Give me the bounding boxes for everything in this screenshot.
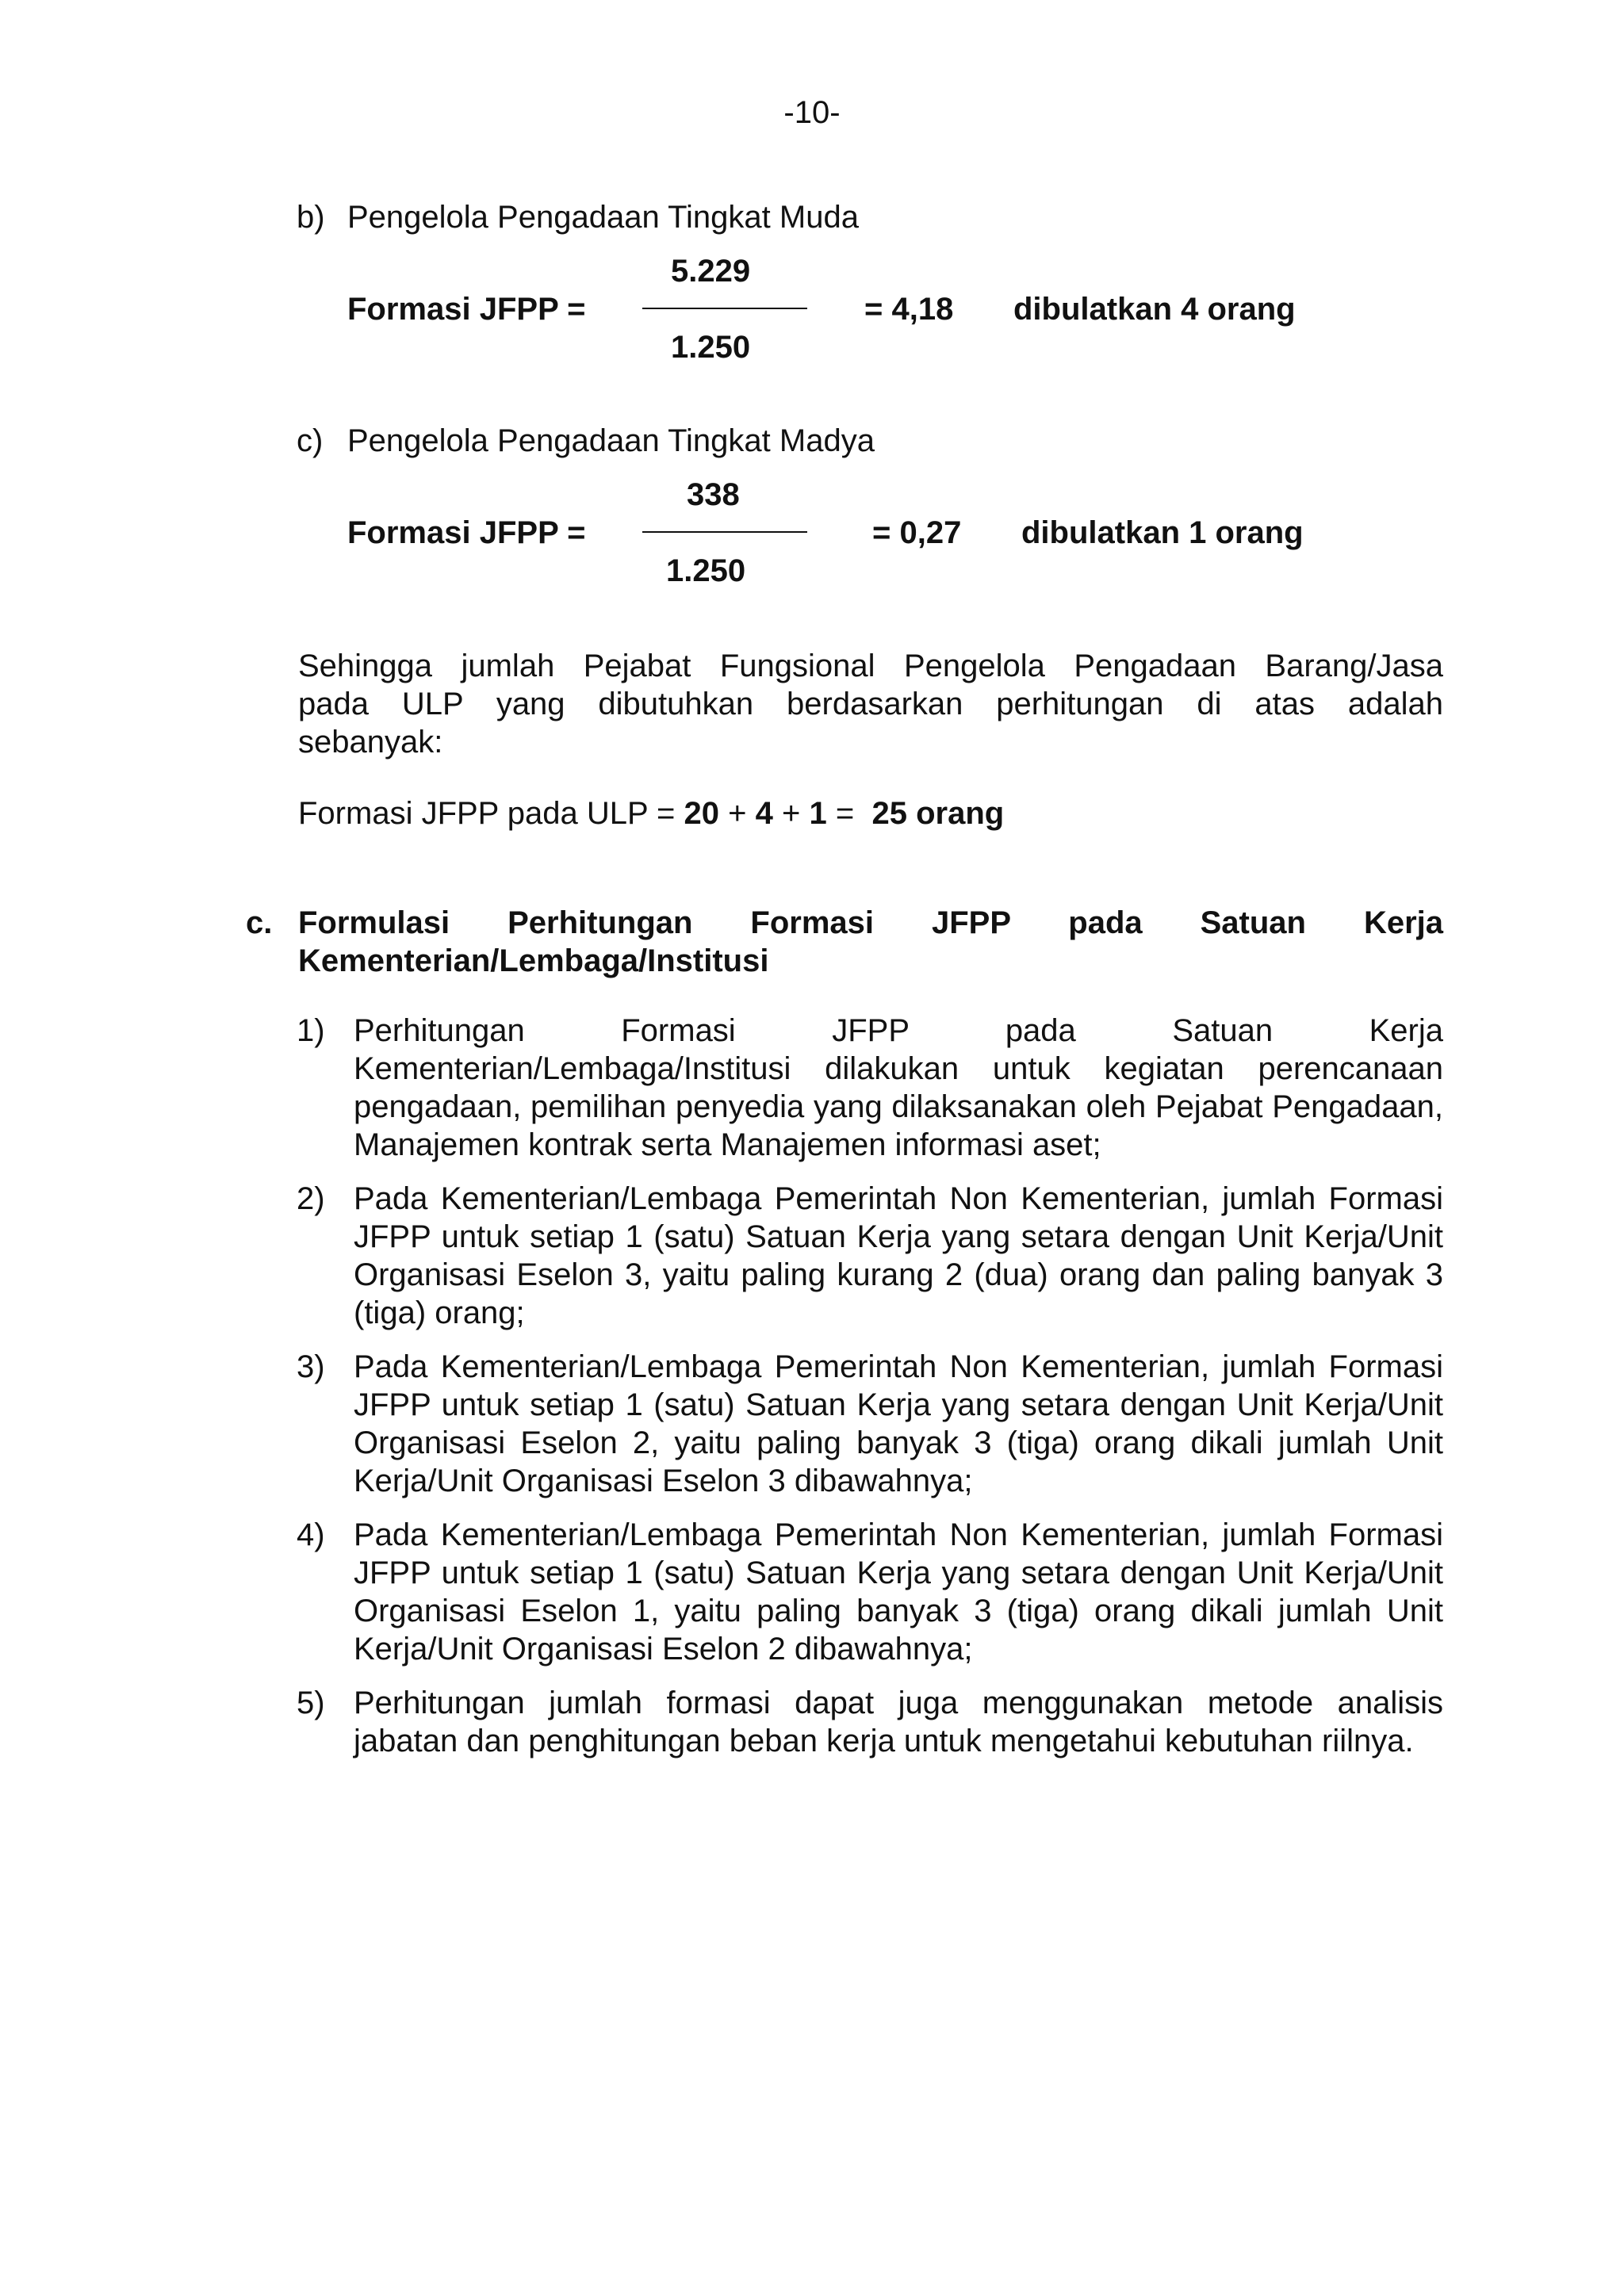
total-plus-2: + <box>782 796 801 831</box>
item-c-denominator: 1.250 <box>666 553 746 588</box>
item-b-denominator: 1.250 <box>671 330 751 365</box>
item-c-marker: c) <box>297 423 324 458</box>
list-item-5-marker: 5) <box>297 1686 325 1720</box>
section-c-marker: c. <box>246 905 273 940</box>
list-item-5-text: Perhitungan jumlah formasi dapat juga menggunakan metode analisis jabatan dan penghitungan beban kerja untuk mengetahui kebutuhan riilnya. <box>354 1686 1443 1758</box>
total-equals: = <box>835 796 855 831</box>
list-item-3-text: Pada Kementerian/Lembaga Pemerintah Non Kementerian, jumlah Formasi JFPP untuk setiap 1 (satu) Satuan Kerja yang setara dengan Unit Kerja/Unit Organisasi Eselon 2, yaitu paling banyak 3 (tiga) orang dikali jumlah Unit Kerja/Unit Organisasi Eselon 3 dibawahnya; <box>354 1349 1443 1498</box>
list-item-1-text: Kementerian/Lembaga/Institusi dilakukan untuk kegiatan perencanaan pengadaan, pemilihan penyedia yang dilaksanakan oleh Pejabat Pengadaan, Manajemen kontrak serta Manajemen informasi aset; <box>354 1051 1443 1162</box>
item-b-fraction-line <box>642 308 807 309</box>
item-b-numerator: 5.229 <box>671 254 751 289</box>
item-c-fraction-line <box>642 531 807 533</box>
total-formula <box>298 794 1004 832</box>
total-b: 4 <box>755 796 773 831</box>
item-c-title: Pengelola Pengadaan Tingkat Madya <box>347 423 875 458</box>
list-item-2-marker: 2) <box>297 1181 325 1216</box>
total-c: 1 <box>809 796 827 831</box>
total-plus-1: + <box>728 796 747 831</box>
list-item-1-marker: 1) <box>297 1013 325 1048</box>
item-c-rounding: dibulatkan 1 orang <box>1021 515 1304 550</box>
item-c-formula-label: Formasi JFPP = <box>347 515 586 550</box>
section-c-title-line-1: Formulasi Perhitungan Formasi JFPP pada Satuan Kerja <box>298 905 1443 940</box>
list-item-4-text: Pada Kementerian/Lembaga Pemerintah Non Kementerian, jumlah Formasi JFPP untuk setiap 1 (satu) Satuan Kerja yang setara dengan Unit Kerja/Unit Organisasi Eselon 1, yaitu paling banyak 3 (tiga) orang dikali jumlah Unit Kerja/Unit Organisasi Eselon 2 dibawahnya; <box>354 1517 1443 1667</box>
item-b-result: = 4,18 <box>864 292 954 327</box>
page-number: -10- <box>783 95 841 130</box>
list-item-4-marker: 4) <box>297 1517 325 1552</box>
summary-line-3: sebanyak: <box>298 725 443 760</box>
item-b-rounding: dibulatkan 4 orang <box>1013 292 1296 327</box>
item-c-numerator: 338 <box>687 477 740 512</box>
item-b-formula-label: Formasi JFPP = <box>347 292 586 327</box>
list-item-2-text: Pada Kementerian/Lembaga Pemerintah Non Kementerian, jumlah Formasi JFPP untuk setiap 1 (satu) Satuan Kerja yang setara dengan Unit Kerja/Unit Organisasi Eselon 3, yaitu paling kurang 2 (dua) orang dan paling banyak 3 (tiga) orang; <box>354 1181 1443 1330</box>
summary-line-1: Sehingga jumlah Pejabat Fungsional Pengelola Pengadaan Barang/Jasa <box>298 649 1443 683</box>
item-c-result: = 0,27 <box>872 515 962 550</box>
item-b-marker: b) <box>297 200 325 235</box>
section-c-title-line-2: Kementerian/Lembaga/Institusi <box>298 943 769 978</box>
total-label: Formasi JFPP pada ULP = <box>298 796 676 831</box>
summary-line-2: pada ULP yang dibutuhkan berdasarkan perhitungan di atas adalah <box>298 687 1443 721</box>
list-item-1-first-line: Perhitungan Formasi JFPP pada Satuan Kerja <box>354 1013 1443 1048</box>
total-result: 25 orang <box>871 796 1005 831</box>
list-item-3-marker: 3) <box>297 1349 325 1384</box>
item-b-title: Pengelola Pengadaan Tingkat Muda <box>347 200 859 235</box>
total-a: 20 <box>684 796 720 831</box>
